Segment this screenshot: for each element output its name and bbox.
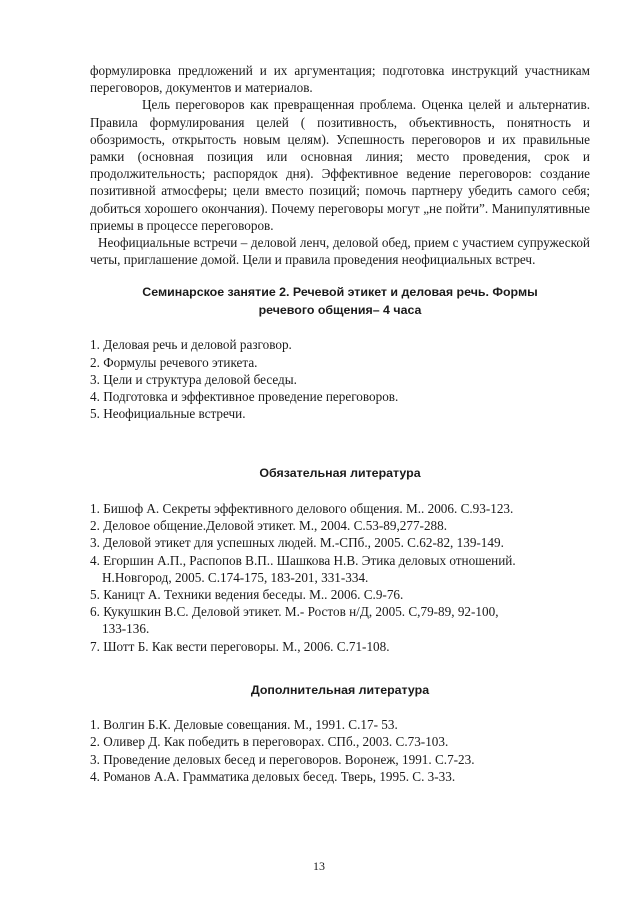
document-page [90, 62, 590, 785]
list-item: 1. Деловая речь и деловой разговор. [90, 337, 292, 353]
intro-paragraph-3: Неофициальные встречи – деловой ленч, деловой обед, прием с участием супружеской четы, приглашение домой. Цели и правила проведения неофициальных встреч. [90, 235, 590, 268]
list-item: 4. Романов А.А. Грамматика деловых бесед. Тверь, 1995. С. 3-33. [90, 768, 456, 784]
list-item-continuation: Н.Новгород, 2005. С.174-175, 183-201, 331-334. [102, 569, 369, 585]
list-item-text: 5. Каницт А. Техники ведения беседы. М.. 2006. С.9-76. [90, 586, 404, 602]
list-item: 3. Проведение деловых бесед и переговоров. Воронеж, 1991. С.7-23. [90, 751, 475, 767]
list-item-text: 3. Деловой этикет для успешных людей. М.-СПб., 2005. С.62-82, 139-149. [90, 535, 504, 551]
list-item [90, 638, 590, 655]
list-item: 3. Цели и структура деловой беседы. [90, 371, 297, 387]
list-item [90, 552, 590, 586]
required-literature-list [90, 500, 590, 655]
list-item: 5. Неофициальные встречи. [90, 406, 246, 422]
list-item [90, 517, 590, 534]
intro-paragraph-2: Цель переговоров как превращенная проблема. Оценка целей и альтернатив. Правила формулирования целей ( позитивность, объективность, понятность и обозримость, открытость новым целям). Успешность переговоров и их правильные рамки (основная позиция или основная линия; место проведения, срок и продолжительность; распорядок дня). Эффективное ведение переговоров: создание позитивной атмосферы; цели вместо позиций; помочь партнеру убедить самого себя; добиться хорошего окончания). Почему переговоры могут „не пойти”. Манипулятивные приемы в процессе переговоров. [90, 97, 590, 233]
list-item [90, 534, 590, 551]
list-item [90, 500, 590, 517]
list-item-text: 2. Деловое общение.Деловой этикет. М., 2004. С.53-89,277-288. [90, 518, 448, 534]
list-item-continuation: 133-136. [102, 621, 150, 637]
required-literature-title: Обязательная литература [259, 466, 421, 481]
seminar-topics-list [90, 336, 590, 422]
list-item-text: 1. Бишоф А. Секреты эффективного делового общения. М.. 2006. С.93-123. [90, 500, 514, 516]
list-item-text: 4. Егоршин А.П., Распопов В.П.. Шашкова Н.В. Этика деловых отношений. [90, 552, 516, 568]
list-item [90, 603, 590, 637]
additional-literature-title: Дополнительная литература [250, 682, 430, 697]
additional-literature-list [90, 716, 590, 785]
list-item: 4. Подготовка и эффективное проведение переговоров. [90, 389, 399, 405]
seminar-title-line1: Семинарское занятие 2. Речевой этикет и деловая речь. Формы [142, 285, 538, 300]
list-item [90, 586, 590, 603]
list-item: 2. Оливер Д. Как победить в переговорах. СПб., 2003. С.73-103. [90, 734, 449, 750]
seminar-title-line2: речевого общения– 4 часа [258, 302, 422, 317]
list-item-text: 7. Шотт Б. Как вести переговоры. М., 2006. С.71-108. [90, 638, 390, 654]
list-item: 2. Формулы речевого этикета. [90, 354, 258, 370]
intro-paragraph-1: формулировка предложений и их аргументация; подготовка инструкций участникам переговоров, документов и материалов. [90, 63, 590, 96]
list-item-text: 6. Кукушкин В.С. Деловой этикет. М.- Ростов н/Д, 2005. С,79-89, 92-100, [90, 604, 499, 620]
list-item: 1. Волгин Б.К. Деловые совещания. М., 1991. С.17- 53. [90, 717, 398, 733]
page-number: 13 [313, 859, 325, 873]
